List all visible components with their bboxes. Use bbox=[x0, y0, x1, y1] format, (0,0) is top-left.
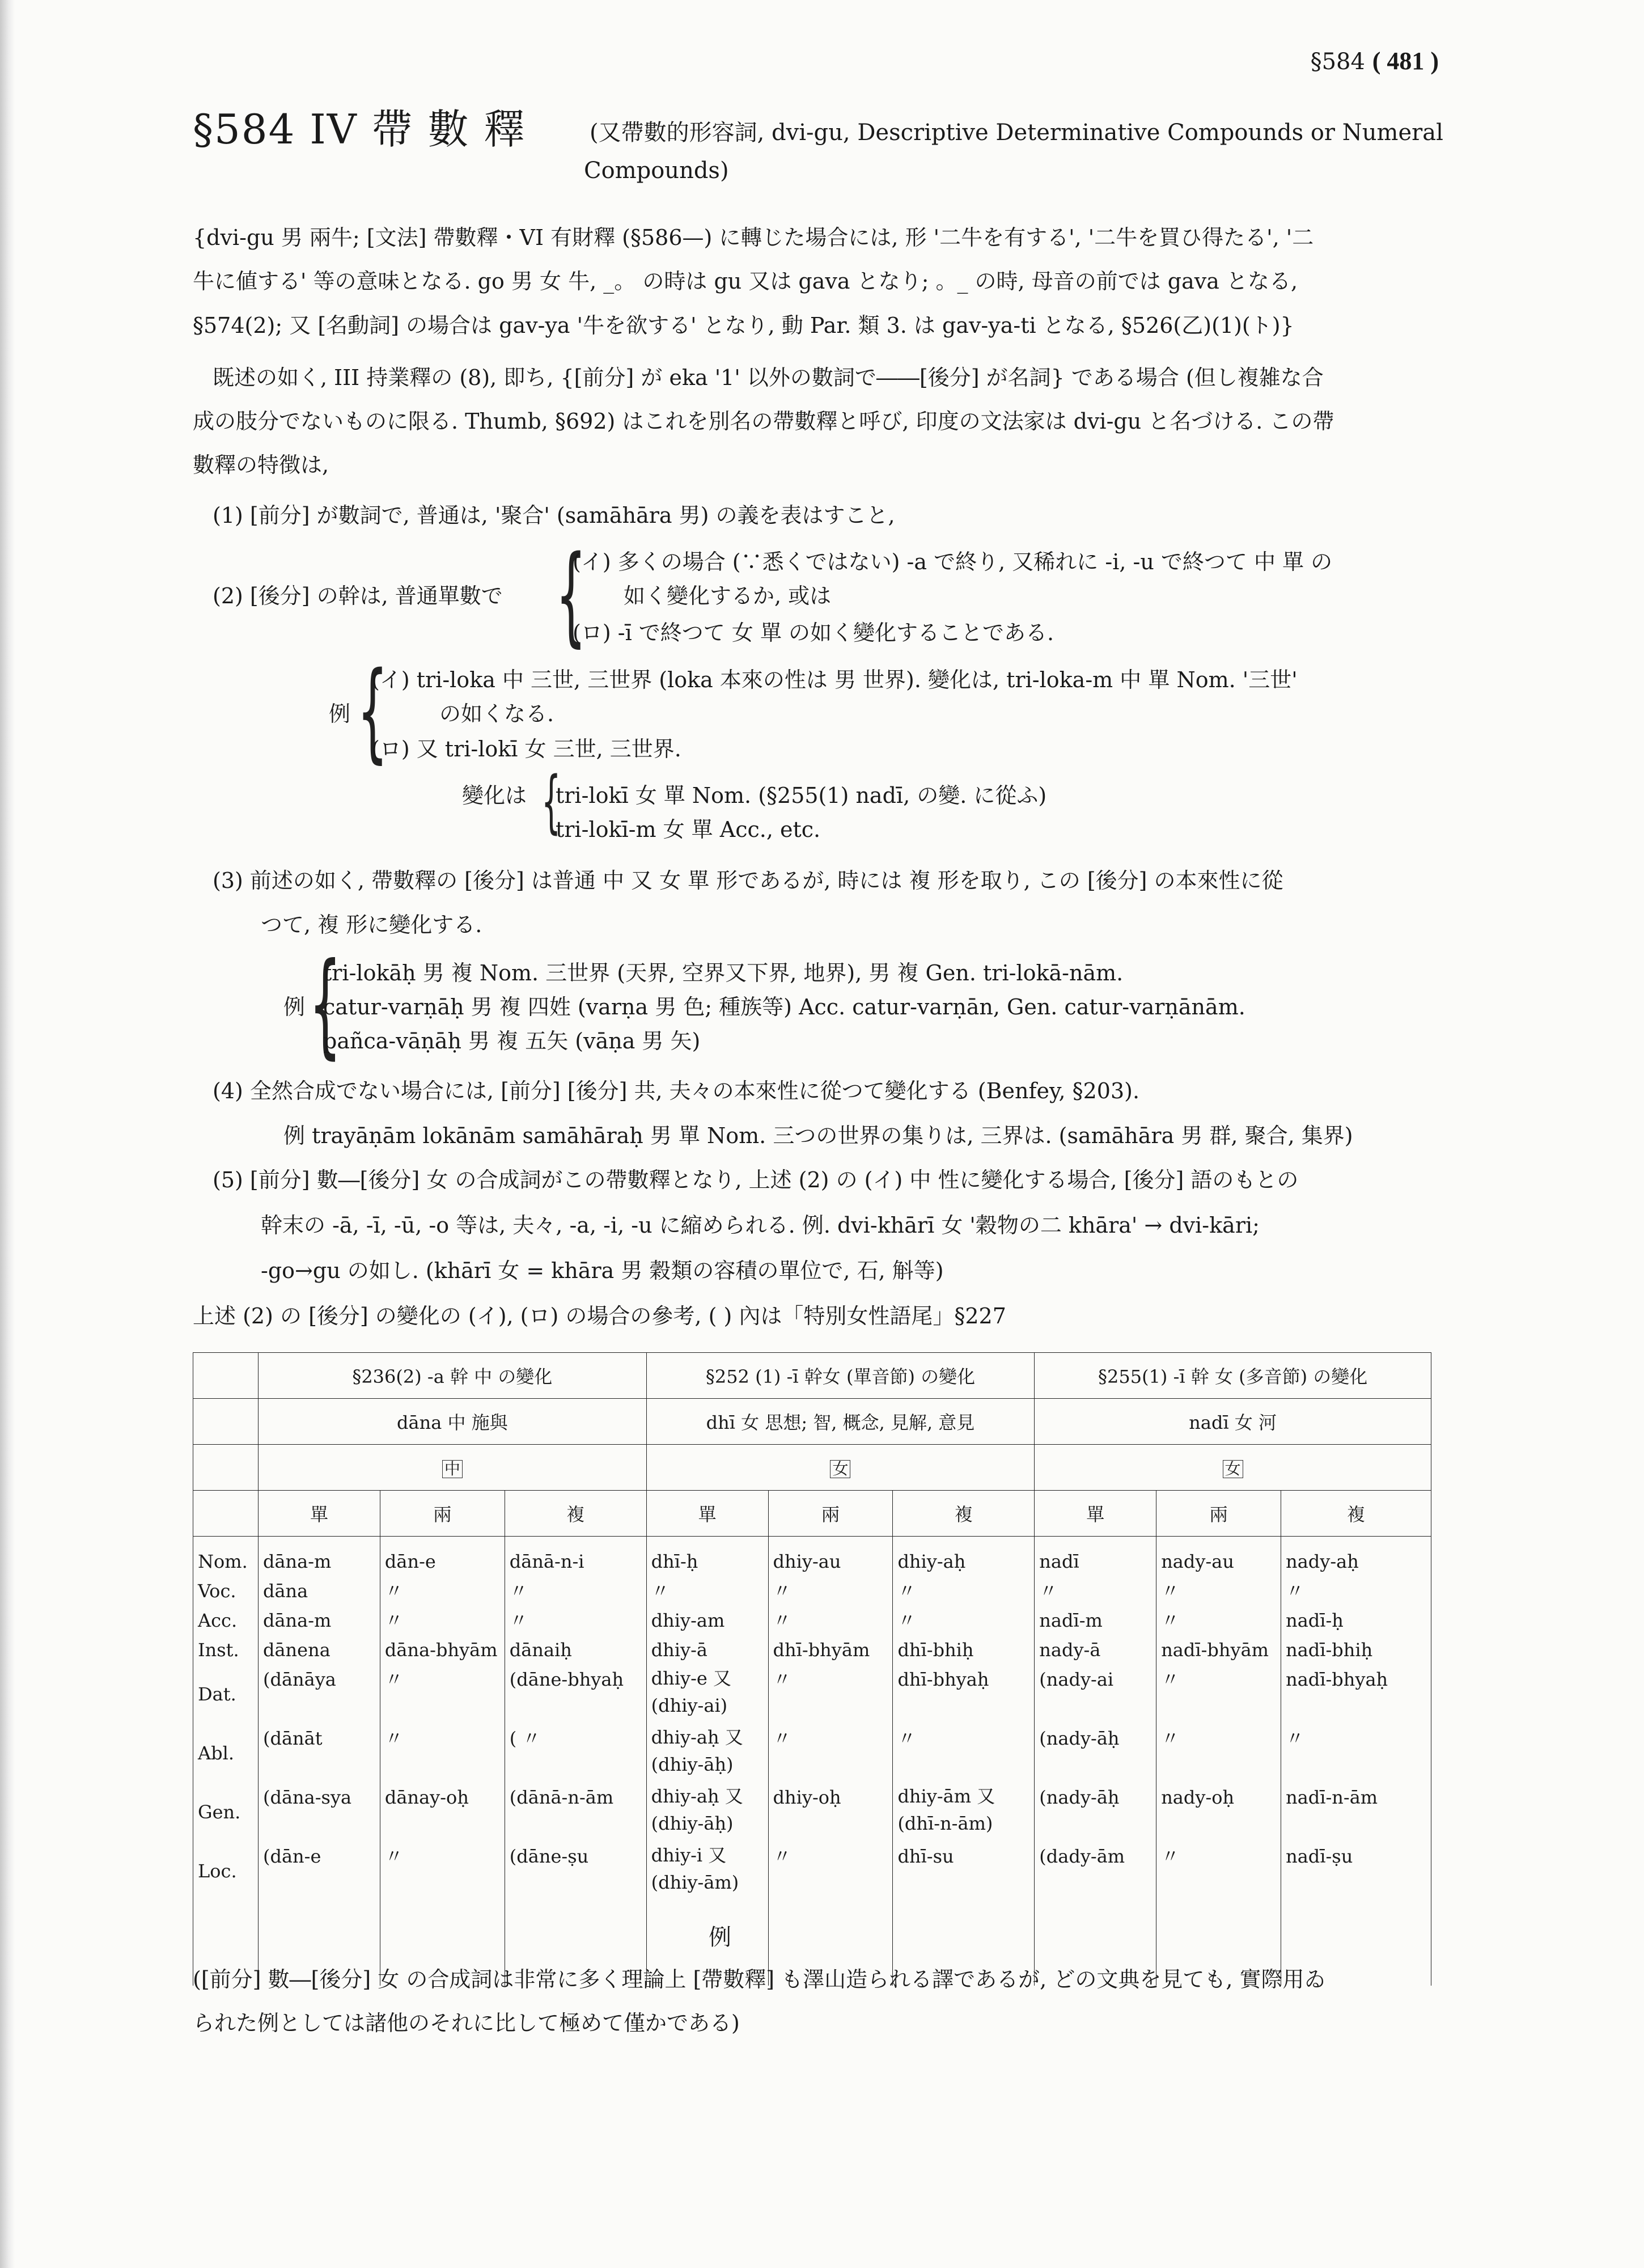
form-cell: 〃 bbox=[773, 1610, 791, 1631]
item-2-lead: (2) [後分] の幹は, 普通單數で bbox=[213, 583, 503, 608]
form-cell: dān-e bbox=[384, 1551, 436, 1572]
form-cell: 〃 bbox=[509, 1580, 528, 1602]
form-cell: 〃 bbox=[773, 1728, 791, 1749]
item-2-i-line2: 如く變化するか, 或は bbox=[624, 583, 832, 608]
example3-line3: pañca-vāṇāḥ 男 複 五矢 (vāṇa 男 矢) bbox=[323, 1029, 701, 1053]
number-header: 兩 bbox=[380, 1491, 505, 1537]
form-cell: 〃 bbox=[773, 1580, 791, 1602]
form-column bbox=[768, 1537, 893, 1986]
form-cell: 〃 bbox=[384, 1669, 403, 1690]
form-cell: dāna bbox=[262, 1580, 308, 1602]
number-header: 複 bbox=[893, 1491, 1035, 1537]
case-label: Loc. bbox=[198, 1860, 237, 1882]
group-header: §236(2) -a 幹 中 の變化 bbox=[258, 1353, 646, 1399]
form-cell: dhiy-am bbox=[651, 1610, 725, 1631]
form-column bbox=[1035, 1537, 1156, 1986]
form-cell: 〃 bbox=[897, 1728, 916, 1749]
number-header: 複 bbox=[1281, 1491, 1431, 1537]
form-cell: dānay-oḥ bbox=[384, 1787, 469, 1808]
number-header: 單 bbox=[258, 1491, 380, 1537]
form-cell: 〃 bbox=[897, 1580, 916, 1602]
case-label: Acc. bbox=[198, 1610, 238, 1631]
example3-label: 例 bbox=[283, 995, 306, 1019]
example-brace: { bbox=[357, 649, 388, 774]
item-2-brace: { bbox=[556, 532, 587, 658]
table-word-row bbox=[193, 1399, 1431, 1445]
note-line1: ([前分] 數―[後分] 女 の合成詞は非常に多く理論上 [帶數釋] も澤山造られる譯であるが, どの文典を見ても, 實際用ゐ bbox=[193, 1967, 1326, 1992]
group-header: §252 (1) -ī 幹女 (單音節) の變化 bbox=[646, 1353, 1035, 1399]
form-cell: nadī-m bbox=[1039, 1610, 1103, 1631]
case-label: Voc. bbox=[198, 1580, 236, 1602]
form-cell: dhiy-au bbox=[773, 1551, 841, 1572]
form-cell: nady-au bbox=[1161, 1551, 1234, 1572]
group-word: nadī 女 河 bbox=[1035, 1399, 1431, 1445]
running-header: §584 ( 481 ) bbox=[1310, 47, 1439, 75]
corner-cell bbox=[193, 1491, 259, 1537]
form-cell: dhī-bhiḥ bbox=[897, 1639, 974, 1661]
form-cell: nady-ā bbox=[1039, 1639, 1101, 1661]
item-2-ro: (ロ) -ī で終つて 女 單 の如く變化することである. bbox=[573, 620, 1054, 645]
number-header: 兩 bbox=[768, 1491, 893, 1537]
example-ro: (ロ) 又 tri-lokī 女 三世, 三世界. bbox=[371, 737, 681, 761]
para1-line2: 牛に値する' 等の意味となる. go 男 女 牛, _。 の時は gu 又は gava となり; 。_ の時, 母音の前では gava となる, bbox=[193, 269, 1298, 294]
number-header: 單 bbox=[1035, 1491, 1156, 1537]
inflection-brace: { bbox=[541, 763, 561, 841]
item-1: (1) [前分] が數詞で, 普通は, '聚合' (samāhāra 男) の義を表はすこと, bbox=[213, 503, 895, 528]
form-cell: nadī-bhyām bbox=[1161, 1639, 1269, 1661]
form-column bbox=[380, 1537, 505, 1986]
form-cell: 〃 bbox=[1161, 1580, 1180, 1602]
form-cell: dhiy-aḥ 又 (dhiy-āḥ) bbox=[651, 1727, 743, 1775]
page-number: 481 bbox=[1387, 47, 1425, 75]
form-cell: (dān-e bbox=[262, 1846, 321, 1867]
corner-cell bbox=[193, 1399, 259, 1445]
form-cell: 〃 bbox=[384, 1846, 403, 1867]
form-cell: dānā-n-i bbox=[509, 1551, 584, 1572]
para2-line1: 既述の如く, III 持業釋の (8), 即ち, {[前分] が eka '1' 以外の數詞で――[後分] が名詞} である場合 (但し複雑な合 bbox=[213, 365, 1324, 390]
corner-cell bbox=[193, 1353, 259, 1399]
form-column bbox=[1281, 1537, 1431, 1986]
form-cell: nadī-bhiḥ bbox=[1286, 1639, 1373, 1661]
form-cell: 〃 bbox=[384, 1728, 403, 1749]
item-4-example: 例 trayāṇām lokānām samāhāraḥ 男 單 Nom. 三つの世界の集りは, 三界は. (samāhāra 男 群, 聚合, 集界) bbox=[283, 1123, 1353, 1148]
form-cell: dhī-su bbox=[897, 1846, 954, 1867]
form-cell: dāna-m bbox=[262, 1610, 332, 1631]
case-column bbox=[193, 1537, 259, 1986]
form-cell: nadī-ṣu bbox=[1286, 1846, 1353, 1867]
table-header-row bbox=[193, 1353, 1431, 1399]
group-gender: 女 bbox=[646, 1445, 1035, 1491]
case-label: Dat. bbox=[198, 1683, 236, 1705]
inflection-line2: tri-lokī-m 女 單 Acc., etc. bbox=[556, 817, 821, 842]
form-cell: dhiy-e 又 (dhiy-ai) bbox=[651, 1668, 731, 1716]
form-column bbox=[893, 1537, 1035, 1986]
number-header: 複 bbox=[505, 1491, 646, 1537]
case-label: Inst. bbox=[198, 1639, 239, 1661]
form-cell: 〃 bbox=[1039, 1580, 1058, 1602]
example-label: 例 bbox=[329, 701, 351, 726]
form-cell: dhiy-aḥ 又 (dhiy-āḥ) bbox=[651, 1785, 743, 1834]
para1-line1: {dvi-gu 男 兩牛; [文法] 帶數釋・VI 有財釋 (§586—) に轉じた場合には, 形 '二牛を有する', '二牛を買ひ得たる', '二 bbox=[193, 225, 1314, 250]
form-cell: dānaiḥ bbox=[509, 1639, 572, 1661]
form-cell: dāna-bhyām bbox=[384, 1639, 498, 1661]
declension-table bbox=[193, 1352, 1431, 1986]
case-label: Nom. bbox=[198, 1551, 248, 1572]
form-cell: (dānā-n-ām bbox=[509, 1787, 614, 1808]
form-column bbox=[1156, 1537, 1281, 1986]
para2-line3: 數釋の特徴は, bbox=[193, 452, 329, 477]
example3-line1: tri-lokāḥ 男 複 Nom. 三世界 (天界, 空界又下界, 地界), 男 複 Gen. tri-lokā-nām. bbox=[323, 960, 1124, 985]
form-cell: (nady-āḥ bbox=[1039, 1787, 1120, 1808]
item-5-line3: -go→gu の如し. (khārī 女 = khāra 男 穀類の容積の單位で, 石, 斛等) bbox=[261, 1258, 944, 1283]
table-number-row bbox=[193, 1491, 1431, 1537]
form-cell: nadī-ḥ bbox=[1286, 1610, 1344, 1631]
example-i-line1: (イ) tri-loka 中 三世, 三世界 (loka 本來の性は 男 世界). 變化は, tri-loka-m 中 單 Nom. '三世' bbox=[371, 667, 1298, 692]
para1-line3: §574(2); 又 [名動詞] の場合は gav-ya '牛を欲する' となり, 動 Par. 類 3. は gav-ya-ti となる, §526(乙)(1)(ト)} bbox=[193, 313, 1294, 338]
group-gender: 中 bbox=[258, 1445, 646, 1491]
section-title: §584 IV 帶 數 釋 bbox=[193, 105, 526, 153]
form-cell: nady-oḥ bbox=[1161, 1787, 1235, 1808]
note-line2: られた例としては諸他のそれに比して極めて僅かである) bbox=[193, 2011, 740, 2036]
form-cell: 〃 bbox=[1161, 1728, 1180, 1749]
form-cell: 〃 bbox=[1161, 1610, 1180, 1631]
form-cell: 〃 bbox=[1161, 1669, 1180, 1690]
corner-cell bbox=[193, 1445, 259, 1491]
form-cell: (dāne-bhyaḥ bbox=[509, 1669, 624, 1690]
form-cell: nadī-bhyaḥ bbox=[1286, 1669, 1388, 1690]
group-word: dhī 女 思想; 智, 概念, 見解, 意見 bbox=[646, 1399, 1035, 1445]
form-cell: 〃 bbox=[897, 1610, 916, 1631]
table-gender-row bbox=[193, 1445, 1431, 1491]
form-cell: dhī-bhyām bbox=[773, 1639, 870, 1661]
item-3-line2: つて, 複 形に變化する. bbox=[261, 912, 482, 937]
form-cell: (dāna-sya bbox=[262, 1787, 352, 1808]
example-i-line2: の如くなる. bbox=[439, 701, 554, 726]
form-cell: 〃 bbox=[509, 1610, 528, 1631]
item-5-line1: (5) [前分] 數―[後分] 女 の合成詞がこの帶數釋となり, 上述 (2) の (イ) 中 性に變化する場合, [後分] 語のもとの bbox=[213, 1167, 1299, 1192]
form-cell: nady-aḥ bbox=[1286, 1551, 1359, 1572]
group-header: §255(1) -ī 幹 女 (多音節) の變化 bbox=[1035, 1353, 1431, 1399]
form-cell: (dānāt bbox=[262, 1728, 323, 1749]
form-cell: dhiy-ā bbox=[651, 1639, 707, 1661]
case-label: Abl. bbox=[198, 1742, 234, 1764]
form-cell: 〃 bbox=[1286, 1580, 1304, 1602]
inflection-lead: 變化は bbox=[462, 783, 527, 808]
form-cell: dhiy-oḥ bbox=[773, 1787, 841, 1808]
form-cell: 〃 bbox=[773, 1669, 791, 1690]
inflection-line1: tri-lokī 女 單 Nom. (§255(1) nadī, の變. に從ふ) bbox=[556, 783, 1047, 808]
form-cell: nadī-n-ām bbox=[1286, 1787, 1378, 1808]
para2-line2: 成の肢分でないものに限る. Thumb, §692) はこれを別名の帶數釋と呼び, 印度の文法家は dvi-gu と名づける. この帶 bbox=[193, 409, 1334, 434]
header-section: §584 bbox=[1310, 49, 1365, 75]
item-2-i-line1: (イ) 多くの場合 (∵悉くではない) -a で終り, 又稀れに -i, -u で終つて 中 單 の bbox=[573, 549, 1333, 574]
form-column bbox=[646, 1537, 768, 1986]
form-column bbox=[505, 1537, 646, 1986]
number-header: 兩 bbox=[1156, 1491, 1281, 1537]
form-cell: dhī-bhyaḥ bbox=[897, 1669, 989, 1690]
form-cell: 〃 bbox=[384, 1580, 403, 1602]
form-cell: dānena bbox=[262, 1639, 331, 1661]
example3-brace: { bbox=[309, 938, 342, 1070]
form-cell: (dāne-ṣu bbox=[509, 1846, 589, 1867]
form-cell: dāna-m bbox=[262, 1551, 332, 1572]
table-body-row bbox=[193, 1537, 1431, 1986]
form-cell: (nady-āḥ bbox=[1039, 1728, 1120, 1749]
form-cell: (nady-ai bbox=[1039, 1669, 1114, 1690]
number-header: 單 bbox=[646, 1491, 768, 1537]
case-label: Gen. bbox=[198, 1801, 241, 1823]
form-cell: 〃 bbox=[1286, 1728, 1304, 1749]
section-subtitle-line2: Compounds) bbox=[584, 158, 729, 184]
item-4: (4) 全然合成でない場合には, [前分] [後分] 共, 夫々の本來性に從つて變化する (Benfey, §203). bbox=[213, 1078, 1140, 1103]
form-cell: 〃 bbox=[651, 1580, 670, 1602]
form-column bbox=[258, 1537, 380, 1986]
group-gender: 女 bbox=[1035, 1445, 1431, 1491]
form-cell: (dānāya bbox=[262, 1669, 336, 1690]
table-intro: 上述 (2) の [後分] の變化の (イ), (ロ) の場合の參考, ( ) 內は「特別女性語尾」§227 bbox=[193, 1304, 1006, 1328]
section-subtitle-line1: (又帶數的形容詞, dvi-gu, Descriptive Determinative Compounds or Numeral bbox=[590, 120, 1443, 146]
form-cell: 〃 bbox=[773, 1846, 791, 1867]
page-edge-shadow bbox=[0, 0, 15, 2268]
example3-line2: catur-varṇāḥ 男 複 四姓 (varṇa 男 色; 種族等) Acc. catur-varṇān, Gen. catur-varṇānām. bbox=[323, 995, 1245, 1019]
form-cell: 〃 bbox=[1161, 1846, 1180, 1867]
form-cell: dhiy-i 又 (dhiy-ām) bbox=[651, 1844, 739, 1893]
item-3-line1: (3) 前述の如く, 帶數釋の [後分] は普通 中 又 女 單 形であるが, 時には 複 形を取り, この [後分] の本來性に從 bbox=[213, 868, 1283, 893]
form-cell: dhiy-aḥ bbox=[897, 1551, 966, 1572]
form-cell: ( 〃 bbox=[509, 1728, 541, 1749]
form-cell: 〃 bbox=[384, 1610, 403, 1631]
form-cell: (dady-ām bbox=[1039, 1846, 1125, 1867]
form-cell: nadī bbox=[1039, 1551, 1079, 1572]
form-cell: dhī-ḥ bbox=[651, 1551, 698, 1572]
example-heading: 例 bbox=[709, 1924, 731, 1950]
group-word: dāna 中 施與 bbox=[258, 1399, 646, 1445]
item-5-line2: 幹末の -ā, -ī, -ū, -o 等は, 夫々, -a, -i, -u に縮められる. 例. dvi-khārī 女 '穀物の二 khāra' → dvi-kāri; bbox=[261, 1213, 1260, 1238]
form-cell: dhiy-ām 又 (dhī-n-ām) bbox=[897, 1785, 995, 1834]
